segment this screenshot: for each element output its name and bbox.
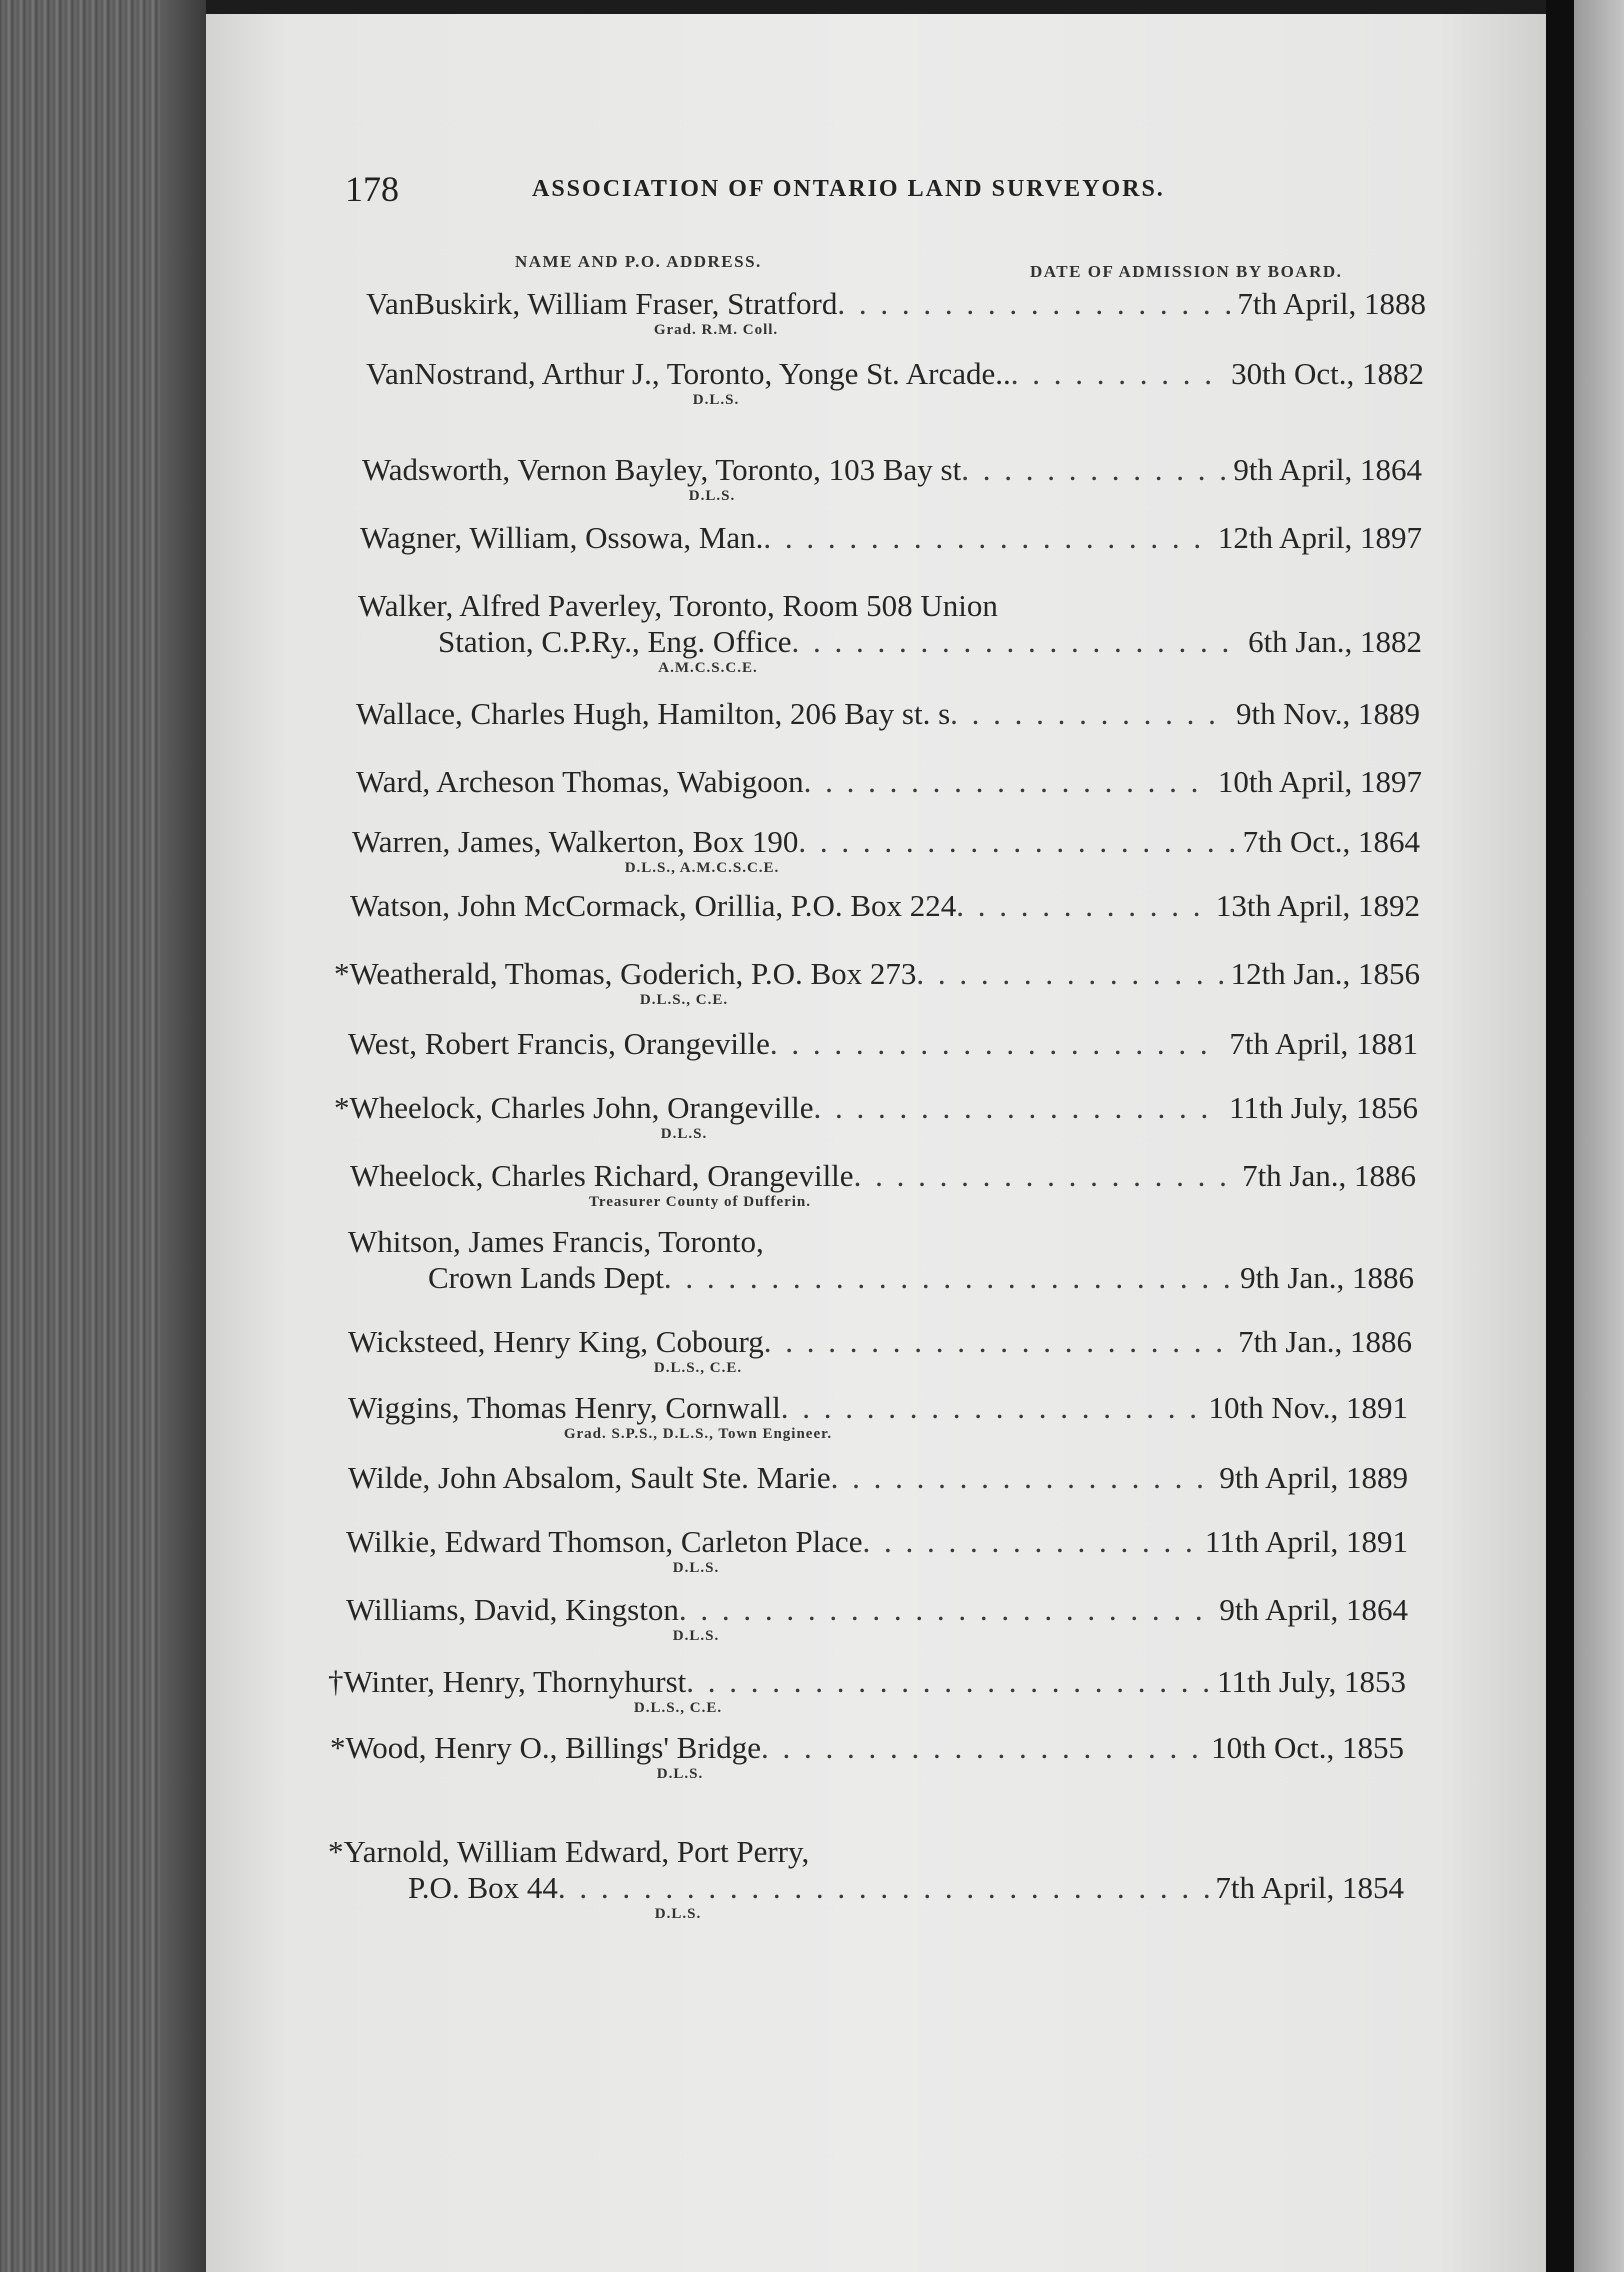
dot-leader — [558, 1870, 1210, 1906]
member-credentials: D.L.S., C.E. — [633, 1700, 723, 1716]
admission-date: 9th Nov., 1889 — [1236, 696, 1420, 731]
member-entry — [328, 1834, 1404, 1922]
member-name: Walker, Alfred Paverley, Toronto, Room 508 Union — [358, 588, 998, 623]
admission-date: 7th Oct., 1864 — [1242, 824, 1420, 859]
member-entry — [348, 1026, 1418, 1062]
member-name: Williams, David, Kingston — [346, 1592, 679, 1627]
member-credentials: Grad. R.M. Coll. — [653, 322, 779, 338]
member-address-continued: P.O. Box 44 — [408, 1870, 558, 1905]
member-name: *Weatherald, Thomas, Goderich, P.O. Box 273 — [334, 956, 917, 991]
member-name: *Wood, Henry O., Billings' Bridge — [330, 1730, 762, 1765]
member-name: Whitson, James Francis, Toronto, — [348, 1224, 764, 1259]
member-entry — [334, 956, 1420, 1008]
admission-date: 7th April, 1888 — [1237, 286, 1426, 321]
member-entry — [348, 1460, 1408, 1496]
member-entry — [348, 1390, 1408, 1442]
admission-date: 11th July, 1853 — [1217, 1664, 1406, 1699]
admission-date: 10th Nov., 1891 — [1208, 1390, 1408, 1425]
member-name: VanNostrand, Arthur J., Toronto, Yonge St. Arcade.. — [366, 356, 1011, 391]
page-number: 178 — [345, 169, 399, 209]
member-name: Wadsworth, Vernon Bayley, Toronto, 103 Bay st — [362, 452, 962, 487]
member-credentials: D.L.S. — [672, 1628, 720, 1644]
member-credentials: A.M.C.S.C.E. — [658, 660, 758, 676]
dot-leader — [761, 1730, 1205, 1766]
member-credentials: D.L.S. — [672, 1560, 720, 1576]
dot-leader — [831, 1460, 1214, 1496]
member-entry — [366, 286, 1426, 338]
column-heading-name: NAME AND P.O. ADDRESS. — [515, 252, 762, 271]
dot-leader — [798, 824, 1236, 860]
member-name: Wiggins, Thomas Henry, Cornwall — [348, 1390, 781, 1425]
member-entry — [352, 824, 1420, 876]
member-name: Watson, John McCormack, Orillia, P.O. Box 224 — [350, 888, 957, 923]
member-name: Wheelock, Charles Richard, Orangeville — [350, 1158, 854, 1193]
member-entry — [348, 1224, 1414, 1296]
admission-date: 30th Oct., 1882 — [1231, 356, 1424, 391]
dot-leader — [814, 1090, 1224, 1126]
dot-leader — [916, 956, 1224, 992]
dot-leader — [961, 452, 1227, 488]
member-entry — [358, 588, 1422, 676]
dot-leader — [770, 1026, 1223, 1062]
member-credentials: D.L.S. — [656, 1766, 704, 1782]
member-entry — [360, 520, 1422, 556]
member-credentials: Grad. S.P.S., D.L.S., Town Engineer. — [563, 1426, 833, 1442]
admission-date: 10th Oct., 1855 — [1211, 1730, 1404, 1765]
admission-date: 12th Jan., 1856 — [1230, 956, 1420, 991]
dot-leader — [854, 1158, 1237, 1194]
member-entry — [366, 356, 1424, 408]
admission-date: 10th April, 1897 — [1217, 764, 1422, 799]
member-address-continued: Crown Lands Dept — [428, 1260, 664, 1295]
member-entry — [356, 696, 1420, 732]
admission-date: 6th Jan., 1882 — [1248, 624, 1422, 659]
member-name: Wilde, John Absalom, Sault Ste. Marie — [348, 1460, 831, 1495]
member-entry — [350, 888, 1420, 924]
dot-leader — [763, 520, 1212, 556]
admission-date: 7th April, 1881 — [1229, 1026, 1418, 1061]
member-credentials: D.L.S., C.E. — [653, 1360, 743, 1376]
admission-date: 9th April, 1864 — [1233, 452, 1422, 487]
dot-leader — [679, 1592, 1214, 1628]
admission-date: 11th April, 1891 — [1205, 1524, 1408, 1559]
member-entry — [346, 1524, 1408, 1576]
member-name: *Yarnold, William Edward, Port Perry, — [328, 1834, 810, 1869]
admission-date: 12th April, 1897 — [1217, 520, 1422, 555]
member-entry — [328, 1664, 1406, 1716]
member-entry — [334, 1090, 1418, 1142]
member-name: *Wheelock, Charles John, Orangeville — [334, 1090, 814, 1125]
dot-leader — [792, 624, 1243, 660]
member-entry — [356, 764, 1422, 800]
member-credentials: D.L.S. — [654, 1906, 702, 1922]
admission-date: 7th Jan., 1886 — [1238, 1324, 1412, 1359]
member-name: Warren, James, Walkerton, Box 190 — [352, 824, 799, 859]
member-name: Ward, Archeson Thomas, Wabigoon — [356, 764, 804, 799]
admission-date: 13th April, 1892 — [1215, 888, 1420, 923]
dot-leader — [686, 1664, 1211, 1700]
admission-date: 7th April, 1854 — [1215, 1870, 1404, 1905]
running-head: ASSOCIATION OF ONTARIO LAND SURVEYORS. — [532, 176, 1165, 202]
admission-date: 7th Jan., 1886 — [1242, 1158, 1416, 1193]
member-name: Wallace, Charles Hugh, Hamilton, 206 Bay st. s — [356, 696, 951, 731]
member-name: †Winter, Henry, Thornyhurst — [328, 1664, 687, 1699]
member-entry — [346, 1592, 1408, 1644]
dot-leader — [950, 696, 1230, 732]
dot-leader — [781, 1390, 1203, 1426]
member-name: VanBuskirk, William Fraser, Stratford — [366, 286, 838, 321]
dot-leader — [956, 888, 1210, 924]
member-credentials: D.L.S. — [660, 1126, 708, 1142]
member-address-continued: Station, C.P.Ry., Eng. Office — [438, 624, 792, 659]
member-entry — [330, 1730, 1404, 1782]
dot-leader — [1011, 356, 1225, 392]
dot-leader — [862, 1524, 1199, 1560]
member-entry — [362, 452, 1422, 504]
dot-leader — [804, 764, 1212, 800]
member-credentials: D.L.S., A.M.C.S.C.E. — [624, 860, 780, 876]
admission-date: 9th April, 1889 — [1219, 1460, 1408, 1495]
member-credentials: Treasurer County of Dufferin. — [588, 1194, 812, 1210]
member-credentials: D.L.S. — [688, 488, 736, 504]
member-name: West, Robert Francis, Orangeville — [348, 1026, 770, 1061]
dot-leader — [664, 1260, 1234, 1296]
dot-leader — [837, 286, 1231, 322]
admission-date: 11th July, 1856 — [1229, 1090, 1418, 1125]
dot-leader — [764, 1324, 1232, 1360]
member-credentials: D.L.S., C.E. — [639, 992, 729, 1008]
member-entry — [350, 1158, 1416, 1210]
member-name: Wagner, William, Ossowa, Man. — [360, 520, 764, 555]
column-heading-date: DATE OF ADMISSION BY BOARD. — [1030, 262, 1343, 281]
admission-date: 9th Jan., 1886 — [1240, 1260, 1414, 1295]
member-credentials: D.L.S. — [692, 392, 740, 408]
member-name: Wicksteed, Henry King, Cobourg — [348, 1324, 764, 1359]
member-name: Wilkie, Edward Thomson, Carleton Place — [346, 1524, 863, 1559]
admission-date: 9th April, 1864 — [1219, 1592, 1408, 1627]
member-entry — [348, 1324, 1412, 1376]
